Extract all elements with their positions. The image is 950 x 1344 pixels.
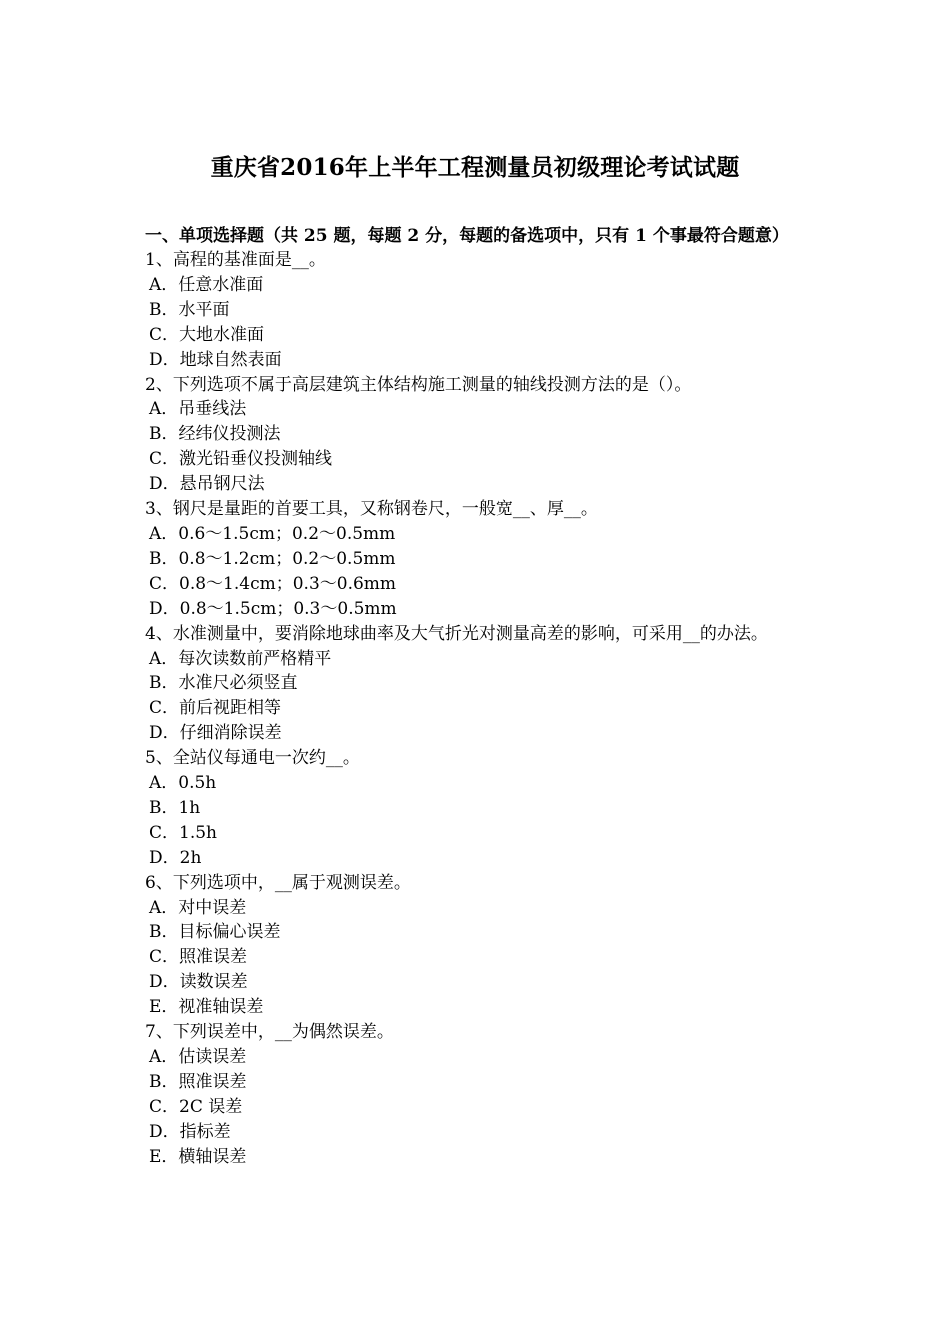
answer-option: A．任意水准面 [149, 274, 264, 295]
question-7 [145, 1020, 815, 1169]
question-6 [145, 871, 815, 1020]
question-3 [145, 497, 815, 622]
answer-option: C．前后视距相等 [149, 698, 282, 719]
question-4 [145, 622, 815, 747]
answer-option: A．每次读数前严格精平 [149, 648, 332, 669]
answer-option: B．0.8～1.2cm；0.2～0.5mm [149, 548, 396, 569]
answer-option: A．对中误差 [149, 897, 247, 918]
question-stem: 1、高程的基准面是__。 [145, 250, 326, 270]
answer-option: D．地球自然表面 [149, 349, 282, 370]
answer-option: A．吊垂线法 [149, 399, 247, 420]
answer-option: B．1h [149, 797, 201, 818]
question-stem: 5、全站仪每通电一次约__。 [145, 748, 360, 769]
answer-option: D．0.8～1.5cm；0.3～0.5mm [149, 598, 397, 619]
answer-option: B．水准尺必须竖直 [149, 673, 298, 694]
question-2 [145, 373, 815, 498]
question-stem: 7、下列误差中，__为偶然误差。 [145, 1022, 394, 1043]
answer-option: D．指标差 [149, 1121, 231, 1142]
answer-option: E．视准轴误差 [149, 997, 264, 1018]
question-stem: 3、钢尺是量距的首要工具，又称钢卷尺，一般宽__、厚__。 [145, 499, 598, 520]
answer-option: B．经纬仪投测法 [149, 424, 281, 445]
question-stem: 2、下列选项不属于高层建筑主体结构施工测量的轴线投测方法的是（）。 [145, 374, 692, 395]
answer-option: B．照准误差 [149, 1071, 247, 1092]
answer-option: C．激光铅垂仪投测轴线 [149, 449, 333, 470]
answer-option: C．照准误差 [149, 947, 248, 968]
answer-option: D．悬吊钢尺法 [149, 474, 265, 495]
answer-option: C．0.8～1.4cm；0.3～0.6mm [149, 573, 397, 594]
section-heading: 一、单项选择题（共 25 题，每题 2 分，每题的备选项中，只有 1 个事最符合题意） [145, 226, 789, 246]
answer-option: A．0.6～1.5cm；0.2～0.5mm [149, 523, 396, 544]
question-5 [145, 746, 815, 871]
document-title: 重庆省2016年上半年工程测量员初级理论考试试题 [210, 154, 740, 181]
question-1 [145, 248, 815, 373]
answer-option: B．水平面 [149, 299, 230, 320]
answer-option: C．2C 误差 [149, 1096, 243, 1117]
answer-option: A．0.5h [149, 773, 217, 794]
question-stem: 4、水准测量中，要消除地球曲率及大气折光对测量高差的影响，可采用__的办法。 [145, 623, 768, 644]
answer-option: D．仔细消除误差 [149, 723, 282, 744]
answer-option: C．大地水准面 [149, 324, 265, 345]
document-body [145, 224, 815, 1170]
answer-option: D．读数误差 [149, 972, 248, 993]
question-stem: 6、下列选项中，__属于观测误差。 [145, 872, 411, 893]
answer-option: D．2h [149, 847, 202, 868]
answer-option: A．估读误差 [149, 1047, 247, 1067]
answer-option: B．目标偏心误差 [149, 922, 281, 943]
answer-option: E．横轴误差 [149, 1146, 247, 1167]
answer-option: C．1.5h [149, 822, 217, 843]
